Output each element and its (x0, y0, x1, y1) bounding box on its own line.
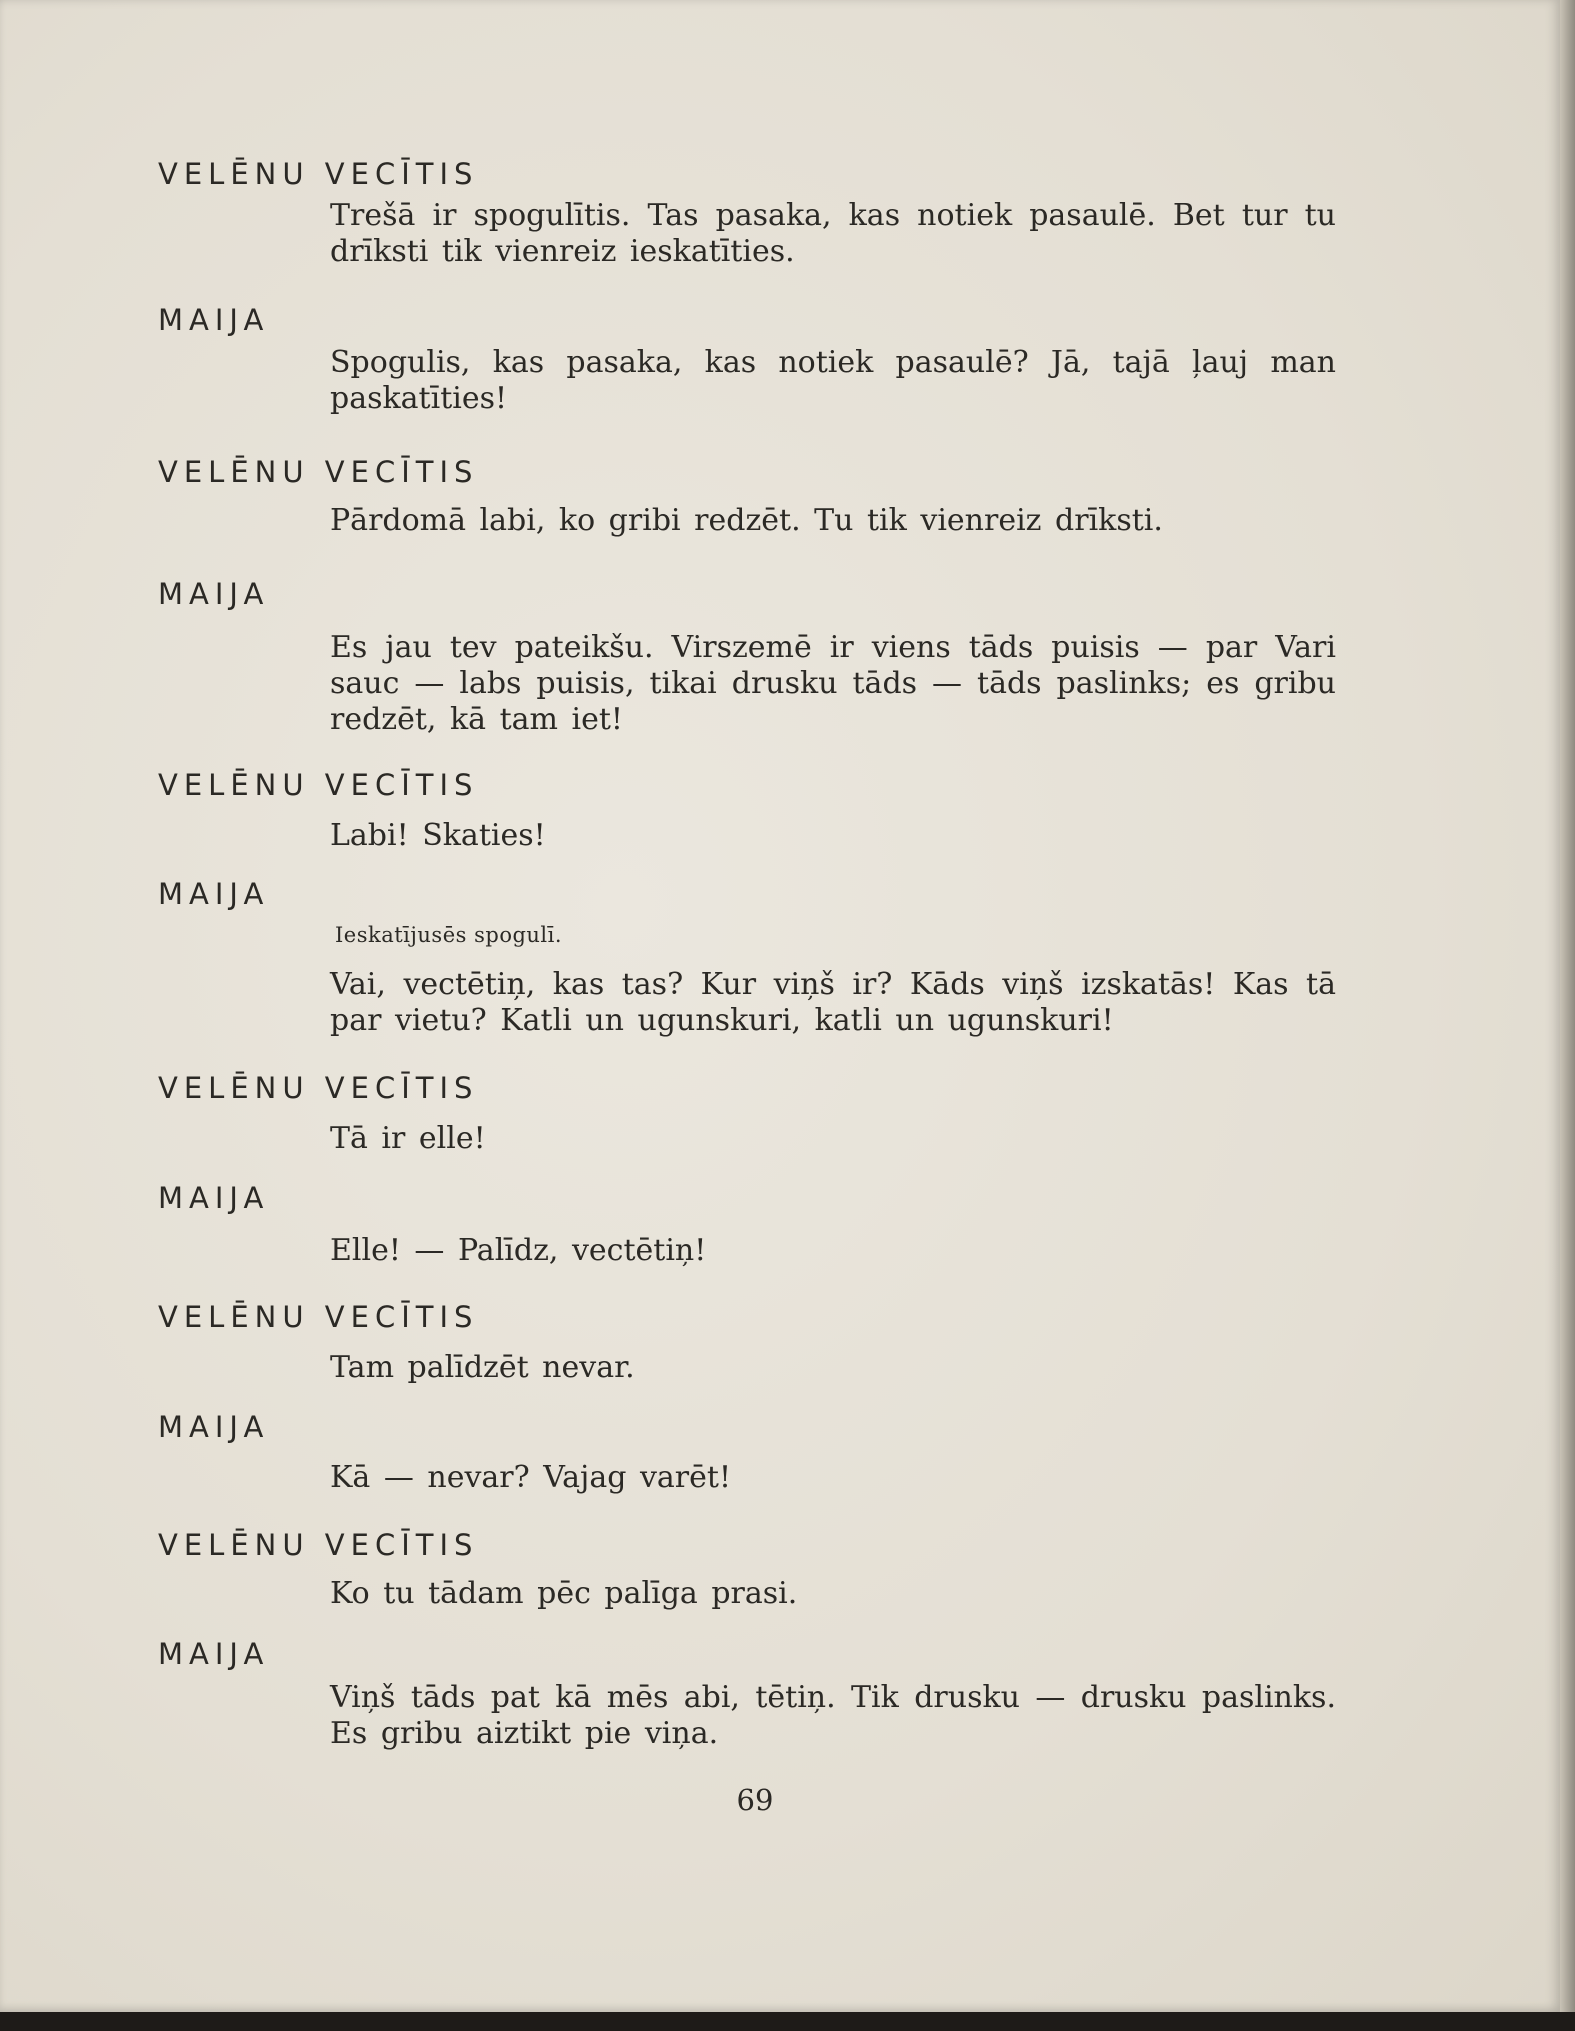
speaker-name: MAIJA (158, 303, 270, 337)
speech-text: Viņš tāds pat kā mēs abi, tētiņ. Tik drusku — drusku paslinks. Es gribu aiztikt pie viņa. (330, 1680, 1336, 1751)
speaker-name: MAIJA (158, 877, 270, 911)
book-edge (0, 2012, 1575, 2031)
speech-text: Pārdomā labi, ko gribi redzēt. Tu tik vienreiz drīksti. (330, 503, 1163, 538)
speaker-name: VELĒNU VECĪTIS (158, 1071, 479, 1105)
speech-text: Labi! Skaties! (330, 818, 546, 853)
speaker-name: MAIJA (158, 1181, 270, 1215)
speech-text: Es jau tev pateikšu. Virszemē ir viens tāds puisis — par Vari sauc — labs puisis, tikai drusku tāds — tāds paslinks; es gribu redzēt, kā tam iet! (330, 630, 1336, 737)
speaker-name: VELĒNU VECĪTIS (158, 157, 479, 191)
book-edge (1560, 0, 1575, 2031)
speech-text: Kā — nevar? Vajag varēt! (330, 1460, 732, 1495)
speaker-name: MAIJA (158, 1637, 270, 1671)
speaker-name: VELĒNU VECĪTIS (158, 768, 479, 802)
speech-text: Trešā ir spogulītis. Tas pasaka, kas notiek pasaulē. Bet tur tu drīksti tik vienreiz ieskatīties. (330, 198, 1336, 269)
speech-text: Spogulis, kas pasaka, kas notiek pasaulē? Jā, tajā ļauj man paskatīties! (330, 345, 1336, 416)
stage-direction: Ieskatījusēs spogulī. (335, 923, 563, 947)
speech-text: Tā ir elle! (330, 1121, 486, 1156)
speech-text: Vai, vectētiņ, kas tas? Kur viņš ir? Kāds viņš izskatās! Kas tā par vietu? Katli un ugunskuri, katli un ugunskuri! (330, 967, 1336, 1038)
speech-text: Ko tu tādam pēc palīga prasi. (330, 1576, 798, 1611)
speaker-name: VELĒNU VECĪTIS (158, 455, 479, 489)
speech-text: Elle! — Palīdz, vectētiņ! (330, 1233, 707, 1268)
speech-text: Tam palīdzēt nevar. (330, 1350, 635, 1385)
page-number: 69 (736, 1783, 774, 1817)
speaker-name: VELĒNU VECĪTIS (158, 1300, 479, 1334)
speaker-name: MAIJA (158, 1410, 270, 1444)
speaker-name: MAIJA (158, 577, 270, 611)
speaker-name: VELĒNU VECĪTIS (158, 1528, 479, 1562)
